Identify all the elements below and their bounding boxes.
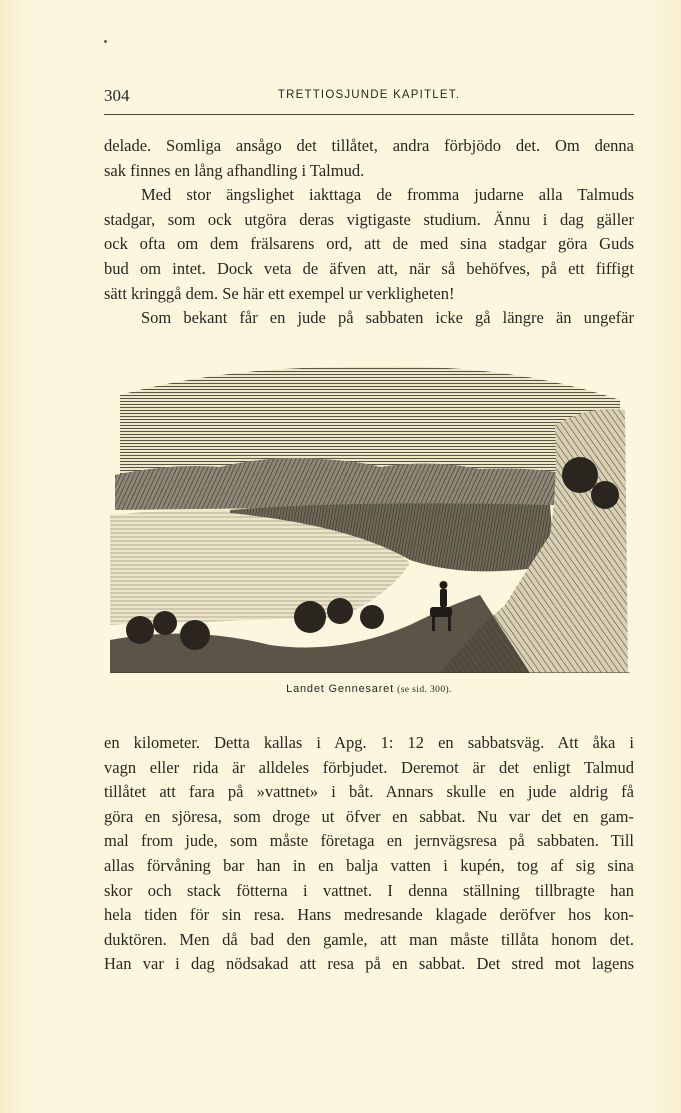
text-line: bud om intet. Dock veta de äfven att, när så behöfves, på ett fiffigt — [104, 258, 634, 278]
header-rule — [104, 114, 634, 115]
text-line: en kilometer. Detta kallas i Apg. 1: 12 en sabbatsväg. Att åka i — [104, 733, 634, 752]
sky — [120, 367, 620, 480]
text-line: hela tiden för sin resa. Hans medresande klagade deröfver hos kon- — [104, 905, 634, 925]
text-line: skor och stack fötterna i vattnet. I denna ställning tillbragte han — [104, 880, 634, 900]
text-line: Han var i dag nödsakad att resa på en sabbat. Det stred mot lagens — [104, 954, 634, 974]
caption-title: Landet Gennesaret — [286, 683, 394, 695]
text-line: Som bekant får en jude på sabbaten icke gå längre än ungefär — [141, 308, 634, 328]
text-line: stadgar, som ock utgöra deras vigtigaste studium. Ännu i dag gäller — [104, 209, 634, 229]
body-text-top — [104, 134, 634, 331]
text-line: Med stor ängslighet iakttaga de fromma judarne alla Talmuds — [141, 185, 634, 205]
text-line: delade. Somliga ansågo det tillåtet, andra förbjödo det. Om denna — [104, 136, 634, 155]
text-line: sak finnes en lång afhandling i Talmud. — [104, 160, 365, 180]
text-line: sätt kringgå dem. Se här ett exempel ur verkligheten! — [104, 283, 455, 303]
figure-caption — [104, 683, 634, 695]
paper-speck — [104, 40, 107, 43]
landscape-engraving — [110, 355, 630, 673]
text-line: vagn eller rida är alldeles förbjudet. Deremot är det enligt Talmud — [104, 757, 634, 777]
text-line: mal from jude, som måste företaga en jernvägsresa på sabbaten. Till — [104, 831, 634, 851]
text-line: allas förvåning bar han in en balja vatten i kupén, tog af sig sina — [104, 855, 634, 875]
body-text-bottom — [104, 731, 634, 977]
running-head: TRETTIOSJUNDE KAPITLET. — [277, 89, 461, 101]
text-line: tillåtet att fara på »vattnet» i båt. Annars skulle en jude aldrig få — [104, 782, 634, 802]
page-header — [104, 86, 634, 108]
text-line: göra en sjöresa, som droge ut öfver en sabbat. Nu var det en gam- — [104, 806, 634, 826]
text-line: duktören. Men då bad den gamle, att man måste tillåta honom det. — [104, 929, 634, 949]
caption-reference: (se sid. 300). — [397, 685, 452, 695]
text-line: ock ofta om dem frälsarens ord, att de med sina stadgar göra Guds — [104, 234, 634, 254]
page-number: 304 — [104, 86, 130, 105]
